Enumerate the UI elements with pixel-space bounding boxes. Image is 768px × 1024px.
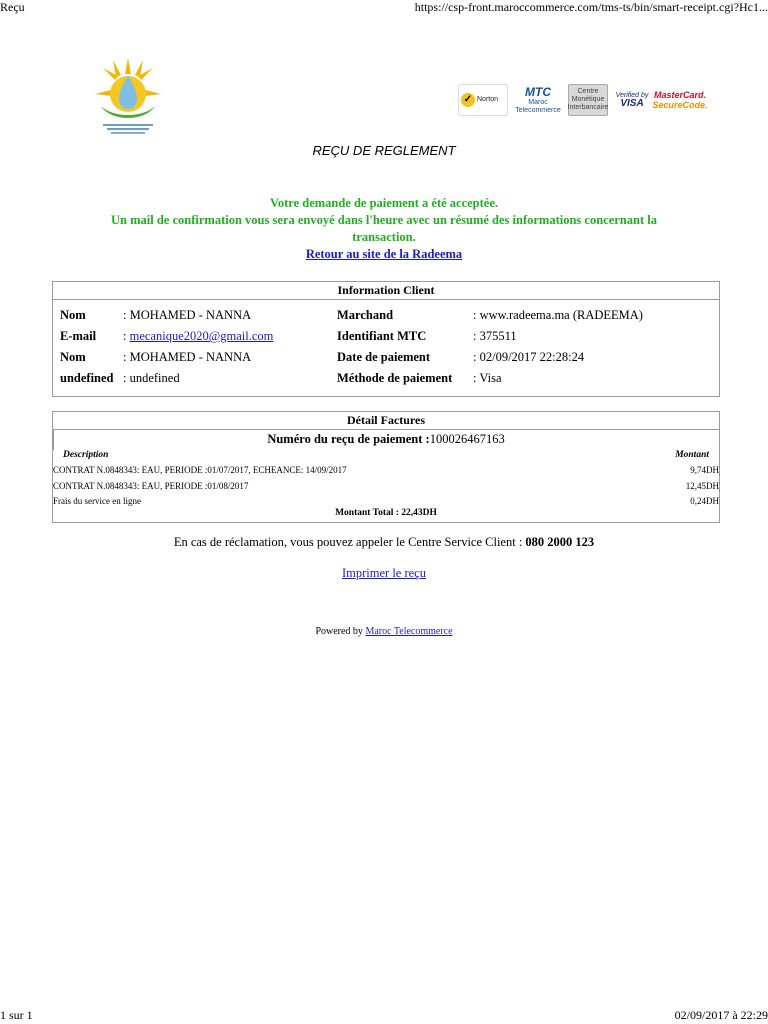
invoice-amount: 12,45DH (685, 481, 719, 491)
claim-line (0, 535, 768, 550)
field-value: : MOHAMED - NANNA (123, 308, 252, 322)
client-row (53, 305, 719, 325)
check-icon: ✓ (461, 93, 475, 107)
verified-by-visa-badge (614, 85, 650, 115)
security-badges (458, 84, 708, 116)
client-info-heading: Information Client (53, 282, 719, 300)
radeema-logo (93, 56, 163, 138)
print-wrap (0, 566, 768, 581)
back-link-wrap (0, 247, 768, 262)
field-label: Marchand (337, 308, 394, 322)
field-value: : MOHAMED - NANNA (123, 350, 252, 364)
securecode-label: SecureCode. (652, 100, 708, 110)
powered-by-line (0, 626, 768, 637)
field-label: Nom (60, 350, 86, 364)
invoice-amount: 0,24DH (690, 496, 719, 506)
print-receipt-link[interactable]: Imprimer le reçu (342, 566, 426, 580)
mtc-badge (514, 85, 562, 115)
powered-by-text: Powered by (315, 626, 363, 637)
mastercard-securecode-badge (652, 85, 708, 115)
confirmation-line-2: Un mail de confirmation vous sera envoyé dans l'heure avec un résumé des informations concernant la transaction. (111, 213, 657, 244)
client-row (53, 368, 719, 388)
mastercard-label: MasterCard. (653, 90, 707, 100)
field-label: E-mail (60, 329, 97, 343)
confirmation-message (90, 195, 678, 246)
norton-label: Norton (477, 96, 499, 103)
invoice-detail-heading: Détail Factures (53, 412, 719, 430)
invoice-desc: Frais du service en ligne (53, 496, 141, 506)
cmi-label: Centre Monétique Interbancaire (567, 88, 609, 111)
receipt-number-label: Numéro du reçu de paiement : (267, 432, 430, 446)
field-value: : www.radeema.ma (RADEEMA) (473, 308, 643, 322)
tab-title: Reçu (0, 0, 25, 14)
confirmation-line-1: Votre demande de paiement a été acceptée. (269, 196, 499, 210)
col-montant: Montant (675, 450, 709, 460)
receipt-number-line (53, 432, 719, 447)
page-url: https://csp-front.maroccommerce.com/tms-ts/bin/smart-receipt.cgi?Hc1... (414, 0, 768, 14)
field-value: : undefined (123, 371, 180, 385)
field-label: Méthode de paiement (337, 371, 453, 385)
invoice-desc: CONTRAT N.0848343: EAU, PERIODE :01/07/2017, ECHEANCE: 14/09/2017 (53, 465, 347, 475)
maroc-telecommerce-link[interactable]: Maroc Telecommerce (365, 626, 453, 637)
email-value (123, 326, 273, 346)
total-amount: Montant Total : 22,43DH (335, 508, 437, 518)
claim-text: En cas de réclamation, vous pouvez appeler le Centre Service Client : (173, 535, 523, 549)
email-prefix: : (123, 329, 130, 343)
field-value: : Visa (473, 371, 502, 385)
receipt-number: 100026467163 (429, 432, 505, 446)
email-link[interactable]: mecanique2020@gmail.com (129, 329, 274, 343)
print-datetime: 02/09/2017 à 22:29 (674, 1008, 768, 1022)
visa-label: VISA (620, 98, 644, 109)
field-label: Nom (60, 308, 86, 322)
client-row (53, 326, 719, 346)
col-description: Description (63, 450, 109, 460)
field-value: : 375511 (473, 329, 517, 343)
receipt-title: REÇU DE REGLEMENT (312, 143, 456, 158)
client-row (53, 347, 719, 367)
invoice-amount: 9,74DH (690, 465, 719, 475)
back-to-radeema-link[interactable]: Retour au site de la Radeema (305, 247, 463, 261)
mtc-caption: Maroc Telecommerce (515, 99, 561, 114)
field-label: Date de paiement (337, 350, 431, 364)
cmi-badge (568, 84, 608, 116)
claim-phone: 080 2000 123 (525, 535, 595, 549)
field-label: undefined (60, 371, 114, 385)
invoice-desc: CONTRAT N.0848343: EAU, PERIODE :01/08/2017 (53, 481, 249, 491)
visa-top-label: Verified by (615, 92, 649, 99)
field-value: : 02/09/2017 22:28:24 (473, 350, 585, 364)
client-info-box (52, 281, 720, 397)
mtc-label: MTC (525, 85, 551, 99)
norton-badge (458, 84, 508, 116)
invoice-detail-box (52, 411, 720, 523)
field-label: Identifiant MTC (337, 329, 427, 343)
page-count: 1 sur 1 (0, 1008, 33, 1022)
